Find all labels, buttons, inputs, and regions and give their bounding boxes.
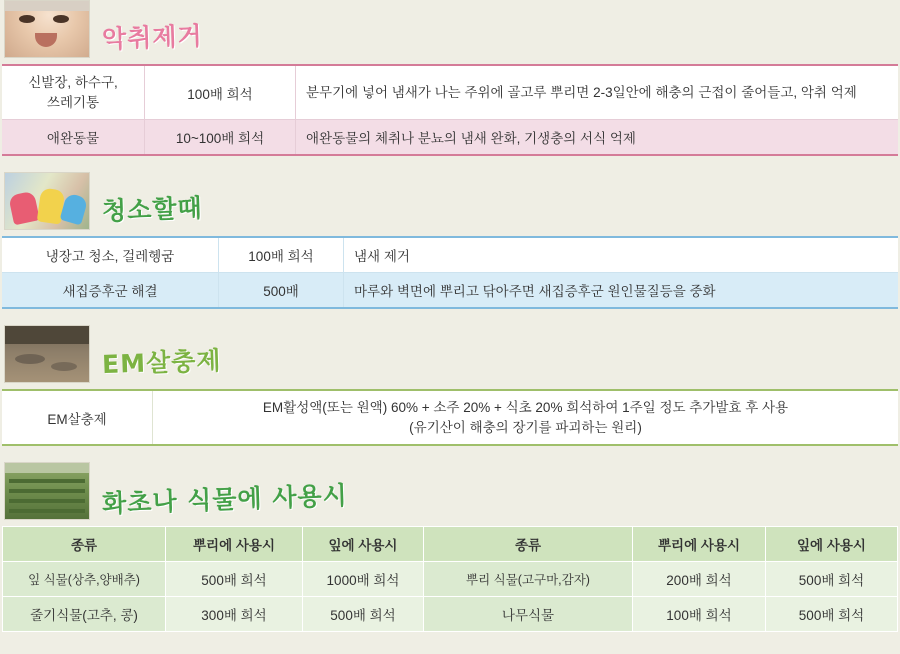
cleaning-gloves-photo <box>4 172 90 230</box>
cell-description: 마루와 벽면에 뿌리고 닦아주면 새집증후군 원인물질등을 중화 <box>344 273 899 309</box>
cell-description <box>153 390 899 445</box>
cell-description: 냄새 제거 <box>354 249 410 265</box>
column-header-type-left: 종류 <box>3 527 166 562</box>
cell-category: 냉장고 청소, 걸레헹굼 <box>2 237 219 273</box>
table-row <box>3 562 898 597</box>
column-header-root-left: 뿌리에 사용시 <box>166 527 303 562</box>
table-plants <box>2 526 898 632</box>
recipe-line-1: EM활성액(또는 원액) 60% + 소주 20% + 식초 20% 희석하여 1주일 정도 추가발효 후 사용 <box>262 400 789 416</box>
section-title-cleaning: 청소할때 <box>101 193 204 226</box>
table-header-row <box>3 527 898 562</box>
recipe-line-2: (유기산이 해충의 장기를 파괴하는 원리) <box>409 419 642 435</box>
cell-leaf-right: 500배 희석 <box>766 562 898 597</box>
table-deodorize <box>2 64 898 156</box>
cell-type-right: 나무식물 <box>424 597 633 632</box>
cell-type-right: 뿌리 식물(고구마,감자) <box>424 562 633 597</box>
cell-dilution: 500배 <box>219 273 344 309</box>
cell-root-right: 200배 희석 <box>633 562 766 597</box>
baby-face-photo <box>4 0 90 58</box>
section-title-pesticide: EM살충제 <box>101 346 222 380</box>
cell-leaf-left: 500배 희석 <box>303 597 424 632</box>
section-header-pesticide <box>0 325 900 383</box>
cell-category: 애완동물 <box>2 120 145 156</box>
cell-dilution: 10~100배 희석 <box>145 120 296 156</box>
table-row <box>2 120 898 156</box>
section-header-plants <box>0 462 900 520</box>
cell-description: 분무기에 넣어 냄새가 나는 주위에 골고루 뿌리면 2-3일안에 해충의 근접이 줄어들고, 악취 억제 <box>306 84 857 100</box>
cell-description: 애완동물의 체취나 분뇨의 냄새 완화, 기생충의 서식 억제 <box>296 120 899 156</box>
section-title-deodorize: 악취제거 <box>101 21 204 54</box>
field-crops-photo <box>4 462 90 520</box>
cell-category: EM살충제 <box>2 390 153 445</box>
cell-dilution: 100배 희석 <box>219 237 344 273</box>
column-header-leaf-left: 잎에 사용시 <box>303 527 424 562</box>
column-header-root-right: 뿌리에 사용시 <box>633 527 766 562</box>
table-row <box>3 597 898 632</box>
cell-category: 새집증후군 해결 <box>2 273 219 309</box>
soil-photo <box>4 325 90 383</box>
column-header-leaf-right: 잎에 사용시 <box>766 527 898 562</box>
cell-leaf-right: 500배 희석 <box>766 597 898 632</box>
cell-root-left: 500배 희석 <box>166 562 303 597</box>
cell-type-left: 줄기식물(고추, 콩) <box>3 597 166 632</box>
cell-root-right: 100배 희석 <box>633 597 766 632</box>
column-header-type-right: 종류 <box>424 527 633 562</box>
table-row <box>2 65 898 120</box>
cell-root-left: 300배 희석 <box>166 597 303 632</box>
cell-leaf-left: 1000배 희석 <box>303 562 424 597</box>
table-row <box>2 390 898 445</box>
cell-category: 신발장, 하수구, 쓰레기통 <box>2 65 145 120</box>
cell-dilution: 100배 희석 <box>145 65 296 120</box>
table-row <box>2 273 898 309</box>
cell-type-left: 잎 식물(상추,양배추) <box>3 562 166 597</box>
table-pesticide <box>2 389 898 446</box>
table-row <box>2 237 898 273</box>
table-cleaning <box>2 236 898 309</box>
section-title-plants: 화초나 식물에 사용시 <box>101 480 349 519</box>
section-header-cleaning <box>0 172 900 230</box>
section-header-deodorize <box>0 0 900 58</box>
